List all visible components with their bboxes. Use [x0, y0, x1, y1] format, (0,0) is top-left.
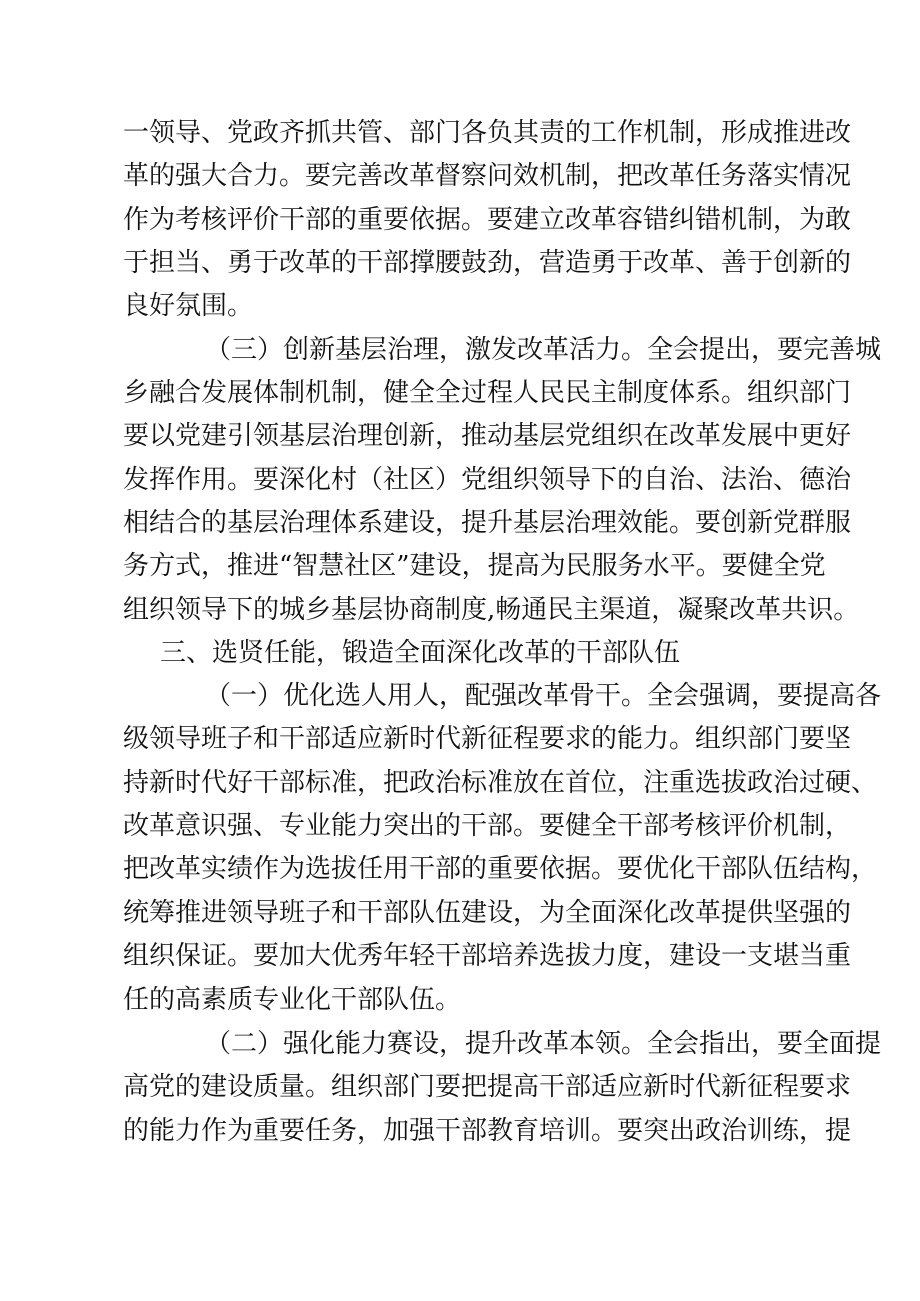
text-line: 作为考核评价干部的重要依据。要建立改革容错纠错机制，为敢 — [123, 205, 852, 235]
text-line: 务方式，推进“智慧社区”建设，提高为民服务水平。要健全党 — [123, 551, 826, 581]
text-line: 的能力作为重要任务，加强干部教育培训。要突出政治训练，提 — [123, 1116, 852, 1146]
text-line: 改革意识强、专业能力突出的干部。要健全干部考核评价机制， — [123, 811, 852, 841]
text-line: 良好氛围。 — [123, 291, 254, 321]
text-line: 组织领导下的城乡基层协商制度,畅通民主渠道，凝聚改革共识。 — [123, 595, 860, 625]
text-line: 任的高素质专业化干部队伍。 — [123, 985, 462, 1015]
text-line: 相结合的基层治理体系建设，提升基层治理效能。要创新党群服 — [123, 508, 852, 538]
subsection-heading-line: （三）创新基层治理，激发改革活力。全会提出，要完善城 — [205, 335, 882, 365]
text-line: 发挥作用。要深化村（社区）党组织领导下的自治、法治、德治 — [123, 465, 852, 495]
text-line: 一领导、党政齐抓共管、部门各负其责的工作机制，形成推进改 — [123, 118, 852, 148]
text-line: 级领导班子和干部适应新时代新征程要求的能力。组织部门要坚 — [123, 724, 852, 754]
text-line: 持新时代好干部标准，把政治标准放在首位，注重选拔政治过硬、 — [123, 768, 878, 798]
text-line: 要以党建引领基层治理创新，推动基层党组织在改革发展中更好 — [123, 421, 852, 451]
text-line: 统筹推进领导班子和干部队伍建设，为全面深化改革提供坚强的 — [123, 898, 852, 928]
text-line: 高党的建设质量。组织部门要把提高干部适应新时代新征程要求 — [123, 1072, 852, 1102]
section-heading: 三、选贤任能，锻造全面深化改革的干部队伍 — [160, 638, 681, 668]
subsection-heading-line: （一）优化选人用人，配强改革骨干。全会强调，要提高各 — [205, 681, 882, 711]
text-line: 把改革实绩作为选拔任用干部的重要依据。要优化干部队伍结构， — [123, 854, 878, 884]
text-line: 革的强大合力。要完善改革督察问效机制，把改革任务落实情况 — [123, 161, 852, 191]
subsection-heading-line: （二）强化能力赛设，提升改革本领。全会指出，要全面提 — [205, 1029, 882, 1059]
text-line: 于担当、勇于改革的干部撑腰鼓劲，营造勇于改革、善于创新的 — [123, 248, 852, 278]
text-line: 组织保证。要加大优秀年轻干部培养选拔力度，建设一支堪当重 — [123, 941, 852, 971]
text-line: 乡融合发展体制机制，健全全过程人民民主制度体系。组织部门 — [123, 378, 852, 408]
